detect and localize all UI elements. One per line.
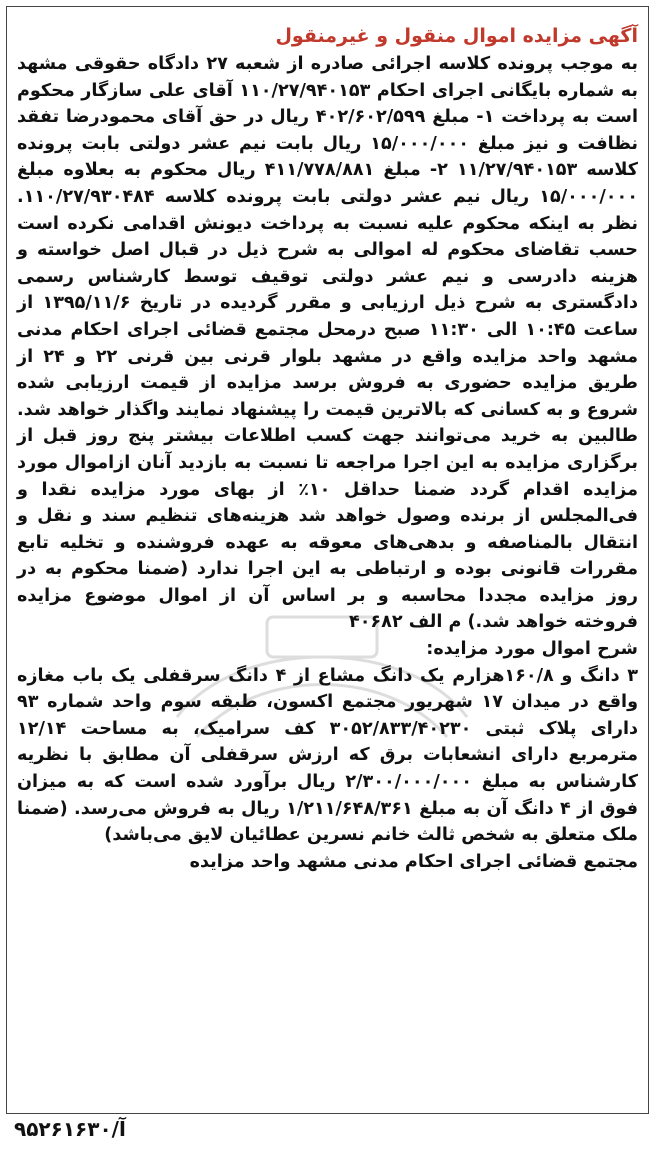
signature-line: مجتمع قضائی اجرای احکام مدنی مشهد واحد مزایده	[189, 851, 638, 872]
notice-title: آگهی مزایده اموال منقول و غیرمنقول	[275, 25, 638, 47]
footer-code: آ/۹۵۲۶۱۶۳۰	[14, 1117, 126, 1141]
property-description: ۳ دانگ و ۱۶۰/۸هزارم یک دانگ مشاع از ۴ دانگ سرقفلی یک باب مغازه واقع در میدان ۱۷ شهریور مجتمع اکسون، طبقه سوم واحد شماره ۹۳ دارای پلاک ثبتی ۳۰۵۲/۸۳۳/۴۰۲۳۰ کف سرامیک، به مساحت ۱۲/۱۴ مترمربع دارای انشعابات برق که ارزش سرقفلی آن مطابق با نظریه کارشناس به مبلغ ۲/۳۰۰/۰۰۰/۰۰۰ ریال برآورد شده است که به میزان فوق از ۴ دانگ آن به مبلغ ۱/۲۱۱/۶۴۸/۳۶۱ ریال به فروش می‌رسد. (ضمنا ملک متعلق به شخص ثالث خانم نسرین عطائیان لایق می‌باشد)	[17, 665, 639, 846]
property-heading: شرح اموال مورد مزایده:	[426, 639, 638, 660]
notice-body: به موجب پرونده کلاسه اجرائی صادره از شعبه ۲۷ دادگاه حقوقی مشهد به شماره بایگانی اجرای احکام ۱۱۰/۲۷/۹۴۰۱۵۳ آقای علی سازگار محکوم است به پرداخت ۱- مبلغ ۴۰۲/۶۰۲/۵۹۹ ریال در حق آقای محمودرضا تفقد نظافت و نیز مبلغ ۱۵/۰۰۰/۰۰۰ ریال بابت نیم عشر دولتی بابت پرونده کلاسه ۱۱/۲۷/۹۴۰۱۵۳ ۲- مبلغ ۴۱۱/۷۷۸/۸۸۱ ریال محکوم به بعلاوه مبلغ ۱۵/۰۰۰/۰۰۰ ریال نیم عشر دولتی بابت پرونده کلاسه ۱۱۰/۲۷/۹۳۰۴۸۴. نظر به اینکه محکوم علیه نسبت به پرداخت دیونش اقدامی نکرده است حسب تقاضای محکوم له اموالی به شرح ذیل در قبال اصل خواسته و هزینه دادرسی و نیم عشر دولتی توقیف توسط کارشناس رسمی دادگستری به شرح ذیل ارزیابی و مقرر گردیده در تاریخ ۱۳۹۵/۱۱/۶ از ساعت ۱۰:۴۵ الی ۱۱:۳۰ صبح درمحل مجتمع قضائی اجرای احکام مدنی مشهد واحد مزایده واقع در مشهد بلوار قرنی بین قرنی ۲۲ و ۲۴ از طریق مزایده حضوری به فروش برسد مزایده از قیمت ارزیابی شده شروع و به کسانی که بالاترین قیمت را پیشنهاد نمایند واگذار خواهد شد. طالبین به خرید می‌توانند جهت کسب اطلاعات بیشتر پنج روز قبل از برگزاری مزایده به این اجرا مراجعه تا نسبت به بازدید آنان ازاموال مورد مزایده اقدام گردد ضمنا حداقل ۱۰٪ از بهای مورد مزایده نقدا و فی‌المجلس از برنده وصول خواهد شد هزینه‌های تنظیم سند و نقل و انتقال بالمناصفه و بدهی‌های معوقه به عهده فروشنده و تخلیه تابع مقررات قانونی بوده و ارتباطی به این اجرا ندارد (ضمنا محکوم به در روز مزایده مجددا محاسبه و بر اساس آن از اموال موضوع مزایده فروخته خواهد شد.) م الف ۴۰۶۸۲	[17, 54, 639, 633]
notice-box	[6, 6, 649, 1114]
notice-content	[17, 23, 638, 875]
